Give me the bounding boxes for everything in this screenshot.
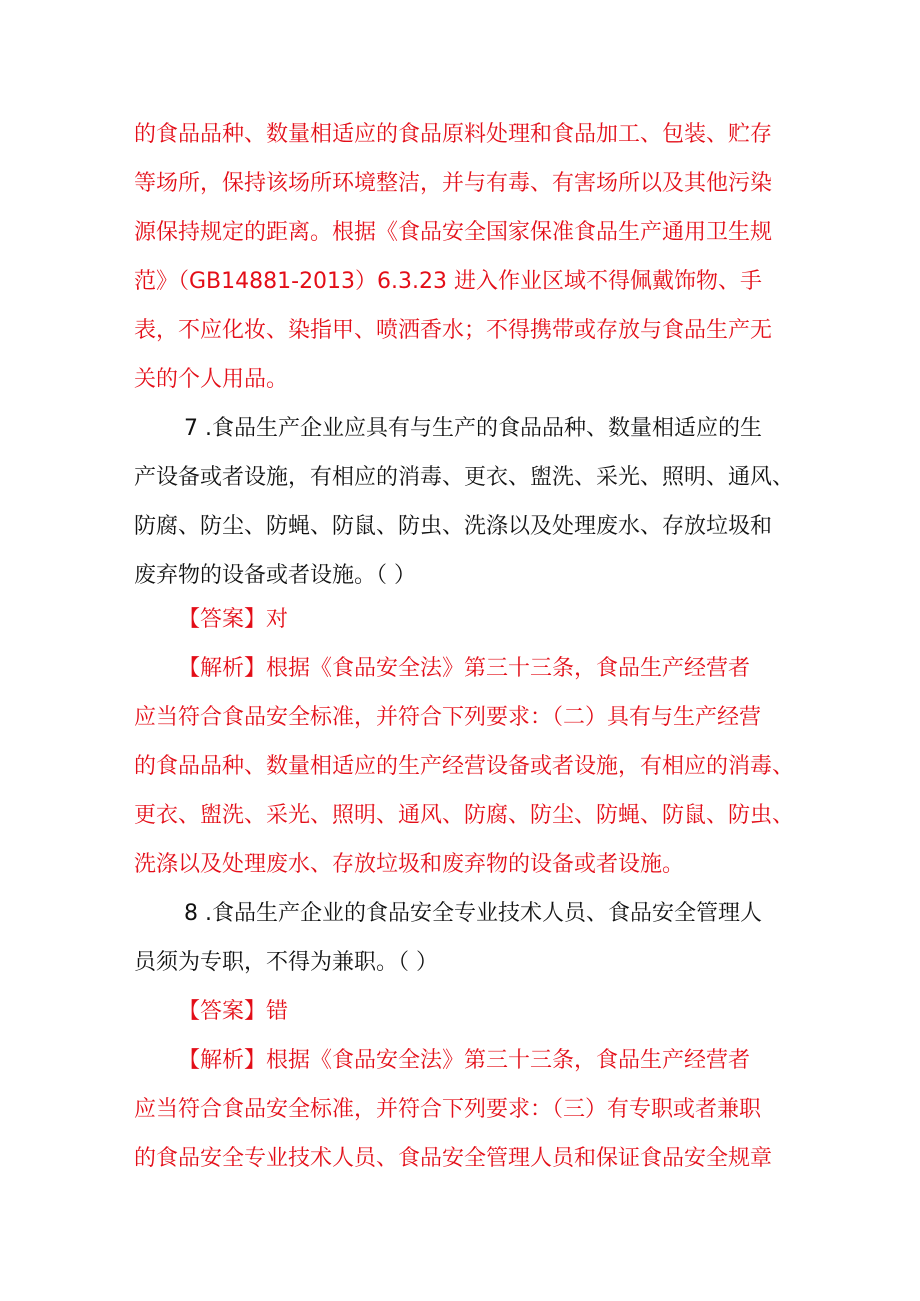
answer-line bbox=[178, 605, 288, 635]
analysis-line: 应当符合食品安全标准，并符合下列要求：（三）有专职或者兼职 bbox=[134, 1097, 762, 1122]
analysis-line: 更衣、盥洗、采光、照明、通风、防腐、防尘、防蝇、防鼠、防虫、 bbox=[134, 803, 795, 828]
answer-label: 【答案】 bbox=[178, 999, 267, 1024]
answer-value: 错 bbox=[266, 999, 289, 1024]
analysis-line: 的食品品种、数量相适应的生产经营设备或者设施，有相应的消毒、 bbox=[134, 754, 795, 779]
analysis-line: 等场所，保持该场所环境整洁，并与有毒、有害场所以及其他污染 bbox=[134, 171, 773, 196]
question-line: 废弃物的设备或者设施。（ ） bbox=[134, 563, 416, 588]
answer-line bbox=[178, 997, 288, 1027]
question-line: 8 .食品生产企业的食品安全专业技术人员、食品安全管理人 bbox=[184, 901, 762, 926]
question-line: 产设备或者设施，有相应的消毒、更衣、盥洗、采光、照明、通风、 bbox=[134, 465, 795, 490]
analysis-line: 洗涤以及处理废水、存放垃圾和废弃物的设备或者设施。 bbox=[134, 852, 685, 877]
analysis-line: 表，不应化妆、染指甲、喷洒香水；不得携带或存放与食品生产无 bbox=[134, 318, 773, 343]
analysis-line: 【解析】根据《食品安全法》第三十三条，食品生产经营者 bbox=[178, 656, 751, 681]
analysis-line: 范》（GB14881-2013）6.3.23 进入作业区域不得佩戴饰物、手 bbox=[134, 269, 763, 294]
answer-value: 对 bbox=[266, 607, 289, 632]
analysis-line: 应当符合食品安全标准，并符合下列要求：（二）具有与生产经营 bbox=[134, 705, 762, 730]
question-line: 员须为专职，不得为兼职。（ ） bbox=[134, 950, 438, 975]
analysis-line: 的食品品种、数量相适应的食品原料处理和食品加工、包装、贮存 bbox=[134, 122, 773, 147]
analysis-line: 关的个人用品。 bbox=[134, 367, 289, 392]
answer-label: 【答案】 bbox=[178, 607, 267, 632]
question-line: 7 .食品生产企业应具有与生产的食品品种、数量相适应的生 bbox=[184, 416, 762, 441]
analysis-line: 源保持规定的距离。根据《食品安全国家保准食品生产通用卫生规 bbox=[134, 220, 773, 245]
question-line: 防腐、防尘、防蝇、防鼠、防虫、洗涤以及处理废水、存放垃圾和 bbox=[134, 514, 773, 539]
analysis-line: 的食品安全专业技术人员、食品安全管理人员和保证食品安全规章 bbox=[134, 1146, 773, 1171]
analysis-line: 【解析】根据《食品安全法》第三十三条，食品生产经营者 bbox=[178, 1048, 751, 1073]
